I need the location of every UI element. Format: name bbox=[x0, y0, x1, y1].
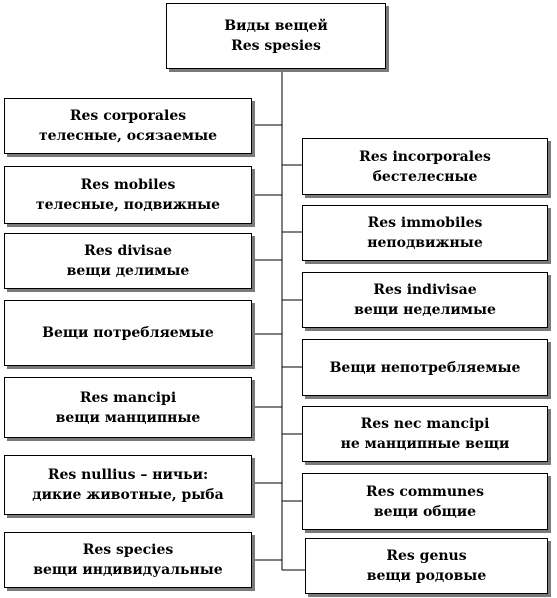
left-box-consumable bbox=[4, 300, 252, 366]
right-box-sublabel: неподвижные bbox=[367, 235, 483, 251]
left-box-divisae bbox=[4, 233, 252, 289]
left-box-species bbox=[4, 532, 252, 588]
left-box-corporales bbox=[4, 98, 252, 154]
right-box-sublabel: вещи родовые bbox=[366, 568, 487, 584]
root-title: Виды вещей bbox=[224, 18, 328, 34]
left-box-sublabel: вещи манципные bbox=[55, 409, 201, 426]
right-box-label: Res incorporales bbox=[359, 148, 491, 165]
root-subtitle: Res spesies bbox=[231, 38, 321, 54]
right-box-communes bbox=[302, 473, 548, 530]
right-box-label: Вещи непотребляемые bbox=[329, 359, 521, 376]
left-box-label: Res divisae bbox=[84, 243, 172, 259]
left-box-sublabel: вещи делимые bbox=[66, 263, 190, 279]
right-box-genus bbox=[305, 538, 548, 594]
right-box-label: Res genus bbox=[386, 548, 467, 564]
right-box-sublabel: вещи общие bbox=[373, 503, 477, 520]
left-box-label: Вещи потребляемые bbox=[42, 325, 214, 341]
right-box-label: Res nec mancipi bbox=[360, 416, 490, 432]
left-box-label: Res corporales bbox=[69, 108, 187, 124]
right-box-nonconsumable bbox=[302, 339, 548, 396]
left-box-mancipi bbox=[4, 377, 252, 438]
right-box-label: Res communes bbox=[366, 483, 484, 500]
root-box bbox=[166, 3, 386, 69]
left-box-sublabel: телесные, осязаемые bbox=[38, 128, 218, 144]
left-box-label: Res species bbox=[82, 542, 174, 558]
left-box-sublabel: вещи индивидуальные bbox=[33, 562, 223, 578]
left-box-mobiles bbox=[4, 166, 252, 224]
right-box-immobiles bbox=[302, 205, 548, 261]
left-box-label: Res mancipi bbox=[79, 389, 177, 406]
left-box-nullius bbox=[4, 455, 252, 515]
right-box-label: Res immobiles bbox=[367, 215, 483, 231]
right-box-sublabel: бестелесные bbox=[372, 168, 478, 185]
left-box-sublabel: дикие животные, рыба bbox=[32, 487, 224, 503]
right-box-sublabel: вещи неделимые bbox=[354, 302, 496, 318]
right-box-sublabel: не манципные вещи bbox=[340, 436, 510, 452]
right-box-nec-mancipi bbox=[302, 406, 548, 462]
right-box-label: Res indivisae bbox=[373, 282, 477, 298]
left-box-label: Res nullius – ничьи: bbox=[47, 467, 209, 483]
right-box-indivisae bbox=[302, 272, 548, 328]
left-box-sublabel: телесные, подвижные bbox=[35, 197, 221, 213]
right-box-incorporales bbox=[302, 138, 548, 195]
left-box-label: Res mobiles bbox=[80, 177, 176, 193]
